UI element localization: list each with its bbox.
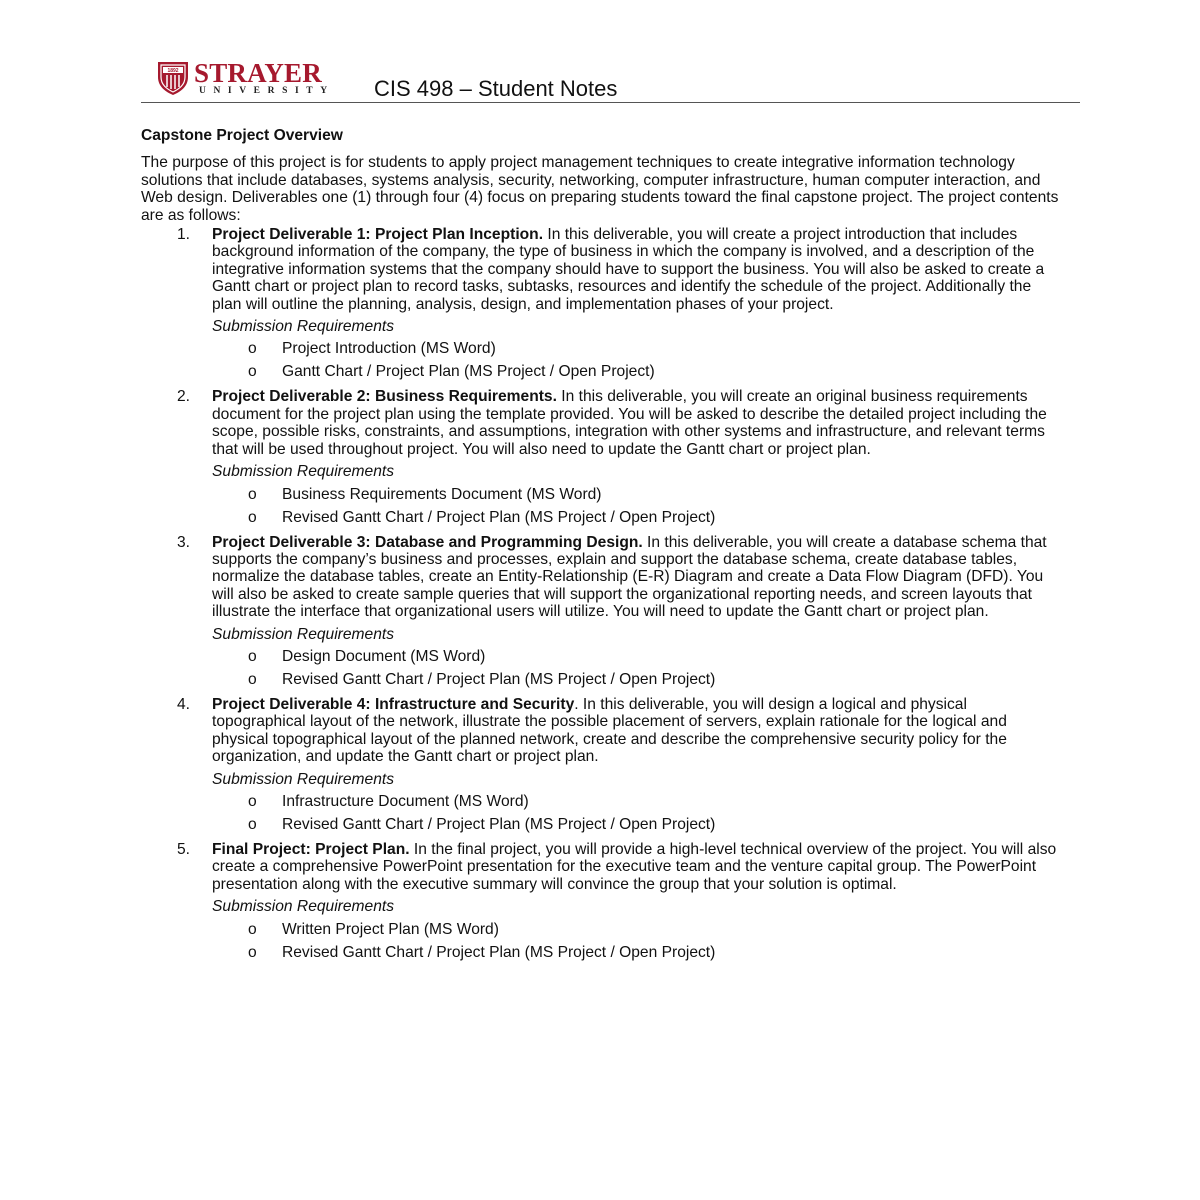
bullet-icon: o <box>248 363 257 381</box>
list-item-text: Written Project Plan (MS Word) <box>282 920 499 938</box>
document-body <box>141 124 1061 969</box>
list-item-text: Revised Gantt Chart / Project Plan (MS Project / Open Project) <box>282 815 716 833</box>
submission-requirements-list <box>212 483 1061 529</box>
deliverable-description <box>212 534 1061 621</box>
deliverable-title: Project Deliverable 1: Project Plan Inception. <box>212 226 544 244</box>
list-item <box>212 813 1061 836</box>
bullet-icon: o <box>248 340 257 358</box>
deliverable-description <box>212 841 1061 893</box>
deliverable-text: In this deliverable, you will create a project introduction that includes background information of the company, the type of business in which the company is involved, and a description of the integrative information systems that the company should have to support the business. You will also be asked to create a Gantt chart or project plan to record tasks, subtasks, resources and identify the schedule of the project. Additionally the plan will outline the planning, analysis, design, and implementation phases of your project. <box>212 226 1045 313</box>
shield-icon <box>156 60 190 96</box>
list-item-text: Revised Gantt Chart / Project Plan (MS Project / Open Project) <box>282 670 716 688</box>
strayer-logo <box>156 60 356 100</box>
submission-requirements-heading: Submission Requirements <box>212 898 395 916</box>
deliverable-title: Final Project: Project Plan. <box>212 840 410 858</box>
list-item-text: Infrastructure Document (MS Word) <box>282 792 529 810</box>
deliverable-description <box>212 226 1061 313</box>
list-item-text: Revised Gantt Chart / Project Plan (MS Project / Open Project) <box>282 943 716 961</box>
list-item <box>212 506 1061 529</box>
logo-subtitle: UNIVERSITY <box>199 86 335 96</box>
bullet-icon: o <box>248 647 257 665</box>
bullet-icon: o <box>248 815 257 833</box>
list-item <box>212 941 1061 964</box>
bullet-icon: o <box>248 670 257 688</box>
list-item-text: Project Introduction (MS Word) <box>282 340 496 358</box>
deliverable-3 <box>141 534 1061 691</box>
list-item <box>212 483 1061 506</box>
deliverable-1 <box>141 226 1061 383</box>
deliverables-list <box>141 226 1061 964</box>
section-title: Capstone Project Overview <box>141 127 343 144</box>
deliverable-5 <box>141 841 1061 964</box>
document-title: CIS 498 – Student Notes <box>374 76 618 101</box>
bullet-icon: o <box>248 920 257 938</box>
list-item-text: Revised Gantt Chart / Project Plan (MS Project / Open Project) <box>282 508 716 526</box>
deliverable-title: Project Deliverable 3: Database and Programming Design. <box>212 533 643 551</box>
bullet-icon: o <box>248 508 257 526</box>
deliverable-description <box>212 696 1061 766</box>
deliverable-text: . In this deliverable, you will design a logical and physical topographical layout of the network, illustrate the possible placement of servers, explain rationale for the logical and physical topographical layout of the planned network, create and describe the comprehensive security policy for the organization, and update the Gantt chart or project plan. <box>212 695 1007 766</box>
deliverable-number: 1. <box>177 226 191 244</box>
page-header <box>141 58 1080 103</box>
list-item <box>212 645 1061 668</box>
list-item <box>212 360 1061 383</box>
submission-requirements-list <box>212 337 1061 383</box>
list-item <box>212 337 1061 360</box>
deliverable-2 <box>141 388 1061 528</box>
submission-requirements-list <box>212 790 1061 836</box>
bullet-icon: o <box>248 792 257 810</box>
submission-requirements-heading: Submission Requirements <box>212 770 395 788</box>
submission-requirements-heading: Submission Requirements <box>212 625 395 643</box>
submission-requirements-list <box>212 918 1061 964</box>
list-item-text: Gantt Chart / Project Plan (MS Project / Open Project) <box>282 363 655 381</box>
list-item-text: Design Document (MS Word) <box>282 647 486 665</box>
deliverable-text: In this deliverable, you will create an original business requirements document for the project plan using the template provided. You will be asked to describe the detailed project including the scope, possible risks, constraints, and assumptions, integration with other systems and infrastructure, and relevant terms that will be used throughout project. You will also need to update the Gantt chart or project plan. <box>212 388 1047 458</box>
deliverable-title: Project Deliverable 2: Business Requirements. <box>212 388 557 406</box>
deliverable-number: 2. <box>177 388 191 406</box>
bullet-icon: o <box>248 943 257 961</box>
list-item <box>212 668 1061 691</box>
logo-name: STRAYER <box>194 58 322 88</box>
deliverable-text: In this deliverable, you will create a database schema that supports the company’s business and processes, explain and support the database schema, create database tables, normalize the database tables, create an Entity-Relationship (E-R) Diagram and create a Data Flow Diagram (DFD). You will also be asked to create sample queries that will support the organizational reporting needs, and screen layouts that illustrate the interface that organizational users will utilize. You will need to update the Gantt chart or project plan. <box>212 533 1047 621</box>
intro-paragraph: The purpose of this project is for students to apply project management techniques to create integrative information technology solutions that include databases, systems analysis, security, networking, computer infrastructure, human computer interaction, and Web design. Deliverables one (1) through four (4) focus on preparing students toward the final capstone project. The project contents are as follows: <box>141 154 1059 224</box>
submission-requirements-list <box>212 645 1061 691</box>
logo-shield-text: 1892 <box>167 68 179 74</box>
deliverable-number: 4. <box>177 695 191 713</box>
deliverable-4 <box>141 696 1061 836</box>
deliverable-number: 3. <box>177 533 191 551</box>
deliverable-number: 5. <box>177 840 191 858</box>
list-item <box>212 918 1061 941</box>
bullet-icon: o <box>248 485 257 503</box>
deliverable-text: In the final project, you will provide a high-level technical overview of the project. You will also create a comprehensive PowerPoint presentation for the executive team and the venture capital group. The PowerPoint presentation along with the executive summary will convince the group that your solution is optimal. <box>212 840 1057 893</box>
list-item <box>212 790 1061 813</box>
deliverable-description <box>212 388 1061 458</box>
submission-requirements-heading: Submission Requirements <box>212 463 395 481</box>
list-item-text: Business Requirements Document (MS Word) <box>282 485 602 503</box>
submission-requirements-heading: Submission Requirements <box>212 318 395 336</box>
deliverable-title: Project Deliverable 4: Infrastructure and Security <box>212 695 575 713</box>
